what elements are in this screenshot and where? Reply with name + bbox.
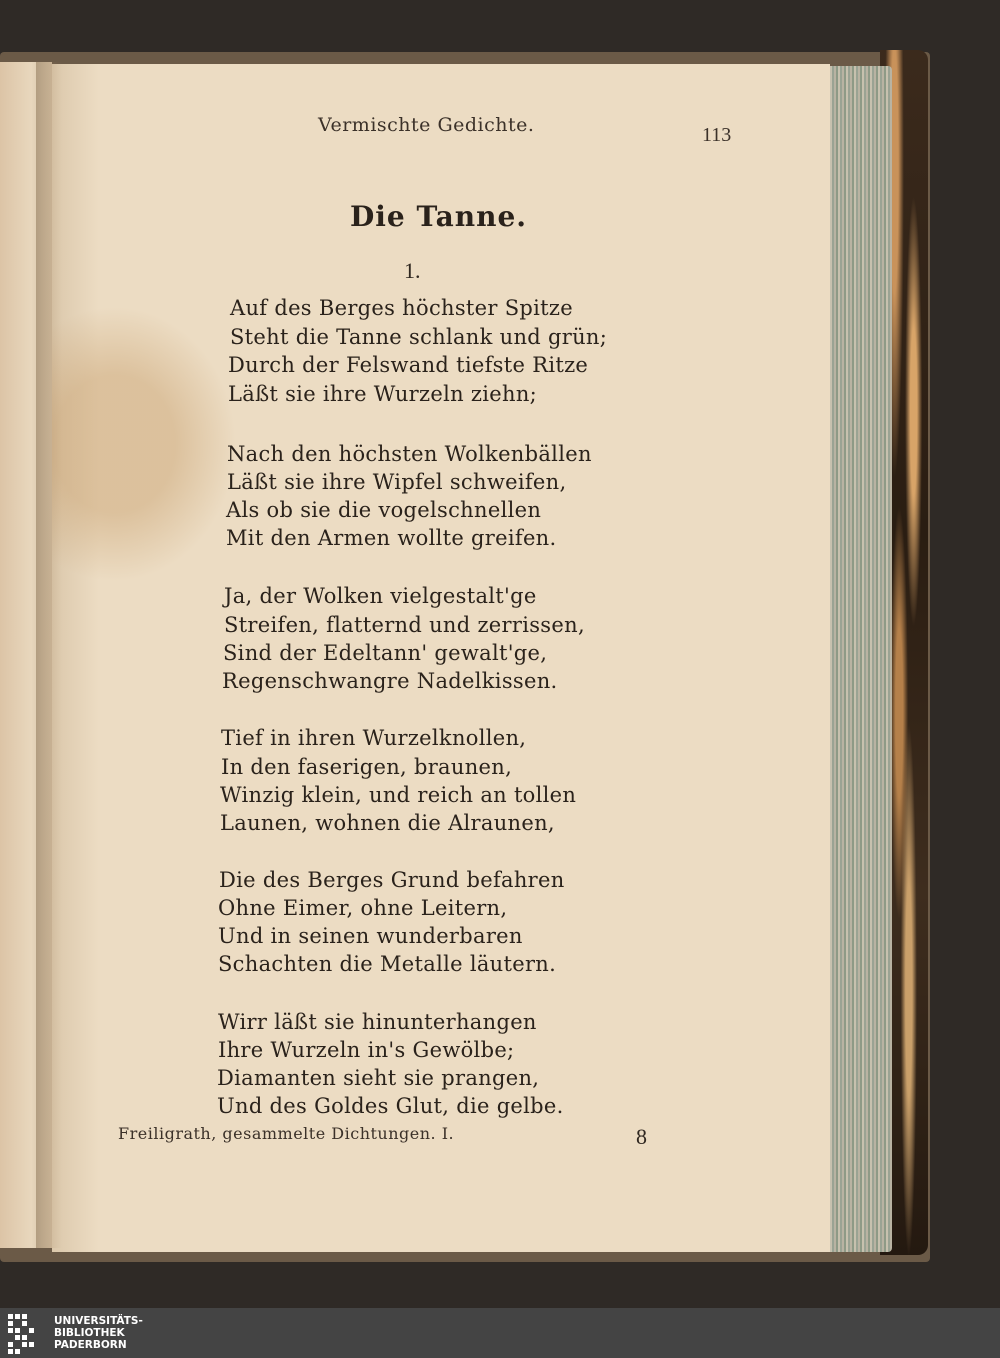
poem-line: Sind der Edeltann' gewalt'ge, <box>223 641 548 665</box>
book-gutter <box>36 62 62 1248</box>
poem-line: In den faserigen, braunen, <box>221 755 513 779</box>
poem-line: Mit den Armen wollte greifen. <box>226 526 557 550</box>
poem-line: Durch der Felswand tiefste Ritze <box>228 353 589 377</box>
poem-line: Die des Berges Grund befahren <box>219 868 565 892</box>
sheet-signature-number: 8 <box>636 1124 647 1149</box>
poem-line: Tief in ihren Wurzelknollen, <box>221 726 527 750</box>
poem-line: Nach den höchsten Wolkenbällen <box>227 442 592 466</box>
poem-line: Und in seinen wunderbaren <box>218 924 523 948</box>
section-number: 1. <box>404 258 421 283</box>
poem-line: Läßt sie ihre Wipfel schweifen, <box>227 470 567 494</box>
poem-line: Auf des Berges höchster Spitze <box>230 296 573 320</box>
library-name <box>54 1315 143 1351</box>
poem-line: Und des Goldes Glut, die gelbe. <box>217 1094 564 1118</box>
poem-line: Streifen, flatternd und zerrissen, <box>224 613 585 637</box>
page-block-edge <box>826 66 892 1252</box>
poem-line: Diamanten sieht sie prangen, <box>217 1066 540 1090</box>
running-head: Vermischte Gedichte. <box>318 114 535 136</box>
poem-line: Ohne Eimer, ohne Leitern, <box>218 896 508 920</box>
poem-line: Wirr läßt sie hinunterhangen <box>218 1010 537 1034</box>
book-signature-line: Freiligrath, gesammelte Dichtungen. I. <box>118 1124 455 1143</box>
poem-line: Als ob sie die vogelschnellen <box>226 498 542 522</box>
poem-line: Steht die Tanne schlank und grün; <box>230 325 608 349</box>
library-name-line: PADERBORN <box>54 1339 127 1351</box>
poem-line: Läßt sie ihre Wurzeln ziehn; <box>228 382 538 406</box>
library-name-line: BIBLIOTHEK <box>54 1327 125 1339</box>
poem-line: Ihre Wurzeln in's Gewölbe; <box>218 1038 515 1062</box>
poem-line: Regenschwangre Nadelkissen. <box>222 669 558 693</box>
university-library-logo-icon <box>6 1312 46 1356</box>
poem-line: Schachten die Metalle läutern. <box>218 952 557 976</box>
poem-line: Winzig klein, und reich an tollen <box>220 783 577 807</box>
library-name-line: UNIVERSITÄTS- <box>54 1315 143 1327</box>
poem-line: Ja, der Wolken vielgestalt'ge <box>224 584 537 608</box>
poem-line: Launen, wohnen die Alraunen, <box>220 811 555 835</box>
library-footer-bar <box>0 1308 1000 1358</box>
poem-title: Die Tanne. <box>350 200 528 233</box>
page-number: 113 <box>702 124 732 146</box>
